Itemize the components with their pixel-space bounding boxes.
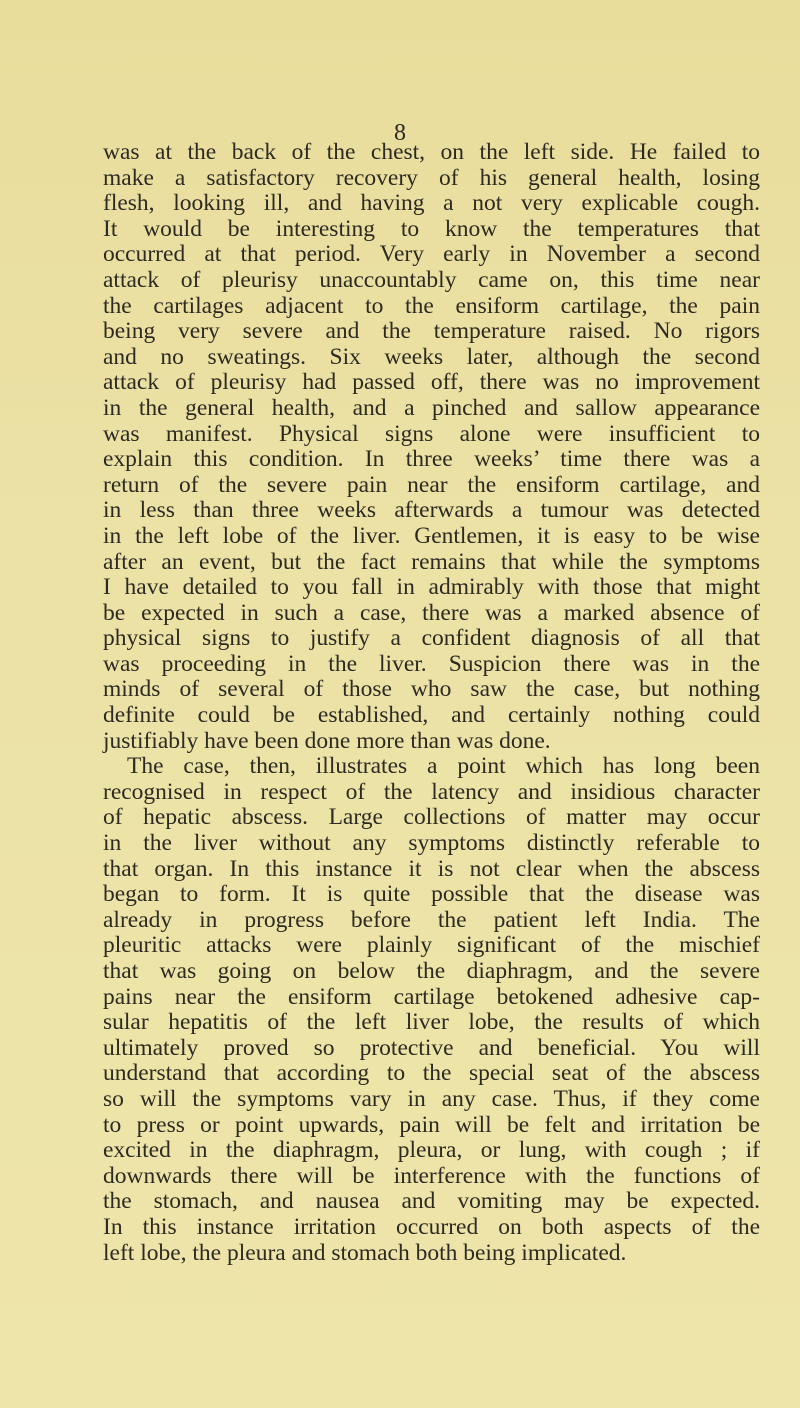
text-line: ultimately proved so protective and beneficial. You will bbox=[103, 1034, 760, 1061]
text-line: minds of several of those who saw the case, but nothing bbox=[103, 676, 760, 703]
text-line: already in progress before the patient left India. The bbox=[103, 906, 760, 933]
text-line: in the left lobe of the liver. Gentlemen, it is easy to be wise bbox=[103, 522, 760, 549]
text-line: justifiably have been done more than was done. bbox=[103, 727, 551, 754]
text-line: was manifest. Physical signs alone were insufficient to bbox=[103, 420, 760, 447]
text-line: make a satisfactory recovery of his general health, losing bbox=[103, 164, 760, 191]
text-line: in less than three weeks afterwards a tumour was detected bbox=[103, 497, 760, 524]
text-line: was proceeding in the liver. Suspicion there was in the bbox=[103, 650, 760, 677]
text-line: after an event, but the fact remains that while the symptoms bbox=[103, 548, 760, 575]
text-line: pains near the ensiform cartilage betokened adhesive cap- bbox=[103, 983, 760, 1010]
page-number: 8 bbox=[394, 120, 406, 146]
text-line: in the general health, and a pinched and sallow appearance bbox=[103, 394, 760, 421]
text-line: in the liver without any symptoms distinctly referable to bbox=[103, 830, 760, 857]
text-line: explain this condition. In three weeks’ time there was a bbox=[103, 446, 760, 473]
text-line: downwards there will be interference with the functions of bbox=[103, 1162, 760, 1189]
text-line: attack of pleurisy had passed off, there was no improvement bbox=[103, 369, 760, 396]
text-line: definite could be established, and certainly nothing could bbox=[103, 702, 760, 729]
paragraph bbox=[103, 754, 760, 1266]
text-line: be expected in such a case, there was a marked absence of bbox=[103, 599, 760, 626]
text-line: In this instance irritation occurred on both aspects of the bbox=[103, 1213, 760, 1240]
text-line: pleuritic attacks were plainly significant of the mischief bbox=[103, 932, 760, 959]
text-line: excited in the diaphragm, pleura, or lung, with cough ; if bbox=[103, 1137, 760, 1164]
text-line: so will the symptoms vary in any case. Thus, if they come bbox=[103, 1085, 760, 1112]
body-text bbox=[103, 140, 760, 1266]
text-line: occurred at that period. Very early in November a second bbox=[103, 241, 760, 268]
text-line: to press or point upwards, pain will be felt and irritation be bbox=[103, 1111, 760, 1138]
text-line: I have detailed to you fall in admirably with those that might bbox=[103, 574, 760, 601]
text-line: understand that according to the special seat of the abscess bbox=[103, 1060, 760, 1087]
text-line: and no sweatings. Six weeks later, although the second bbox=[103, 343, 760, 370]
text-line: return of the severe pain near the ensiform cartilage, and bbox=[103, 471, 760, 498]
text-line: It would be interesting to know the temperatures that bbox=[103, 215, 760, 242]
text-line: began to form. It is quite possible that the disease was bbox=[103, 881, 760, 908]
text-line: of hepatic abscess. Large collections of matter may occur bbox=[103, 804, 760, 831]
text-line: The case, then, illustrates a point which has long been bbox=[127, 753, 760, 780]
text-line: physical signs to justify a confident diagnosis of all that bbox=[103, 625, 760, 652]
text-line: the cartilages adjacent to the ensiform cartilage, the pain bbox=[103, 292, 760, 319]
text-line: was at the back of the chest, on the left side. He failed to bbox=[103, 139, 760, 165]
text-line: attack of pleurisy unaccountably came on, this time near bbox=[103, 266, 760, 293]
text-line: recognised in respect of the latency and insidious character bbox=[103, 778, 760, 805]
text-line: sular hepatitis of the left liver lobe, the results of which bbox=[103, 1009, 760, 1036]
paragraph bbox=[103, 140, 760, 754]
text-line: that organ. In this instance it is not clear when the abscess bbox=[103, 855, 760, 882]
text-line: being very severe and the temperature raised. No rigors bbox=[103, 318, 760, 345]
text-line: flesh, looking ill, and having a not very explicable cough. bbox=[103, 190, 760, 217]
text-line: left lobe, the pleura and stomach both being implicated. bbox=[103, 1239, 627, 1266]
text-line: the stomach, and nausea and vomiting may be expected. bbox=[103, 1188, 760, 1215]
text-line: that was going on below the diaphragm, and the severe bbox=[103, 958, 760, 984]
